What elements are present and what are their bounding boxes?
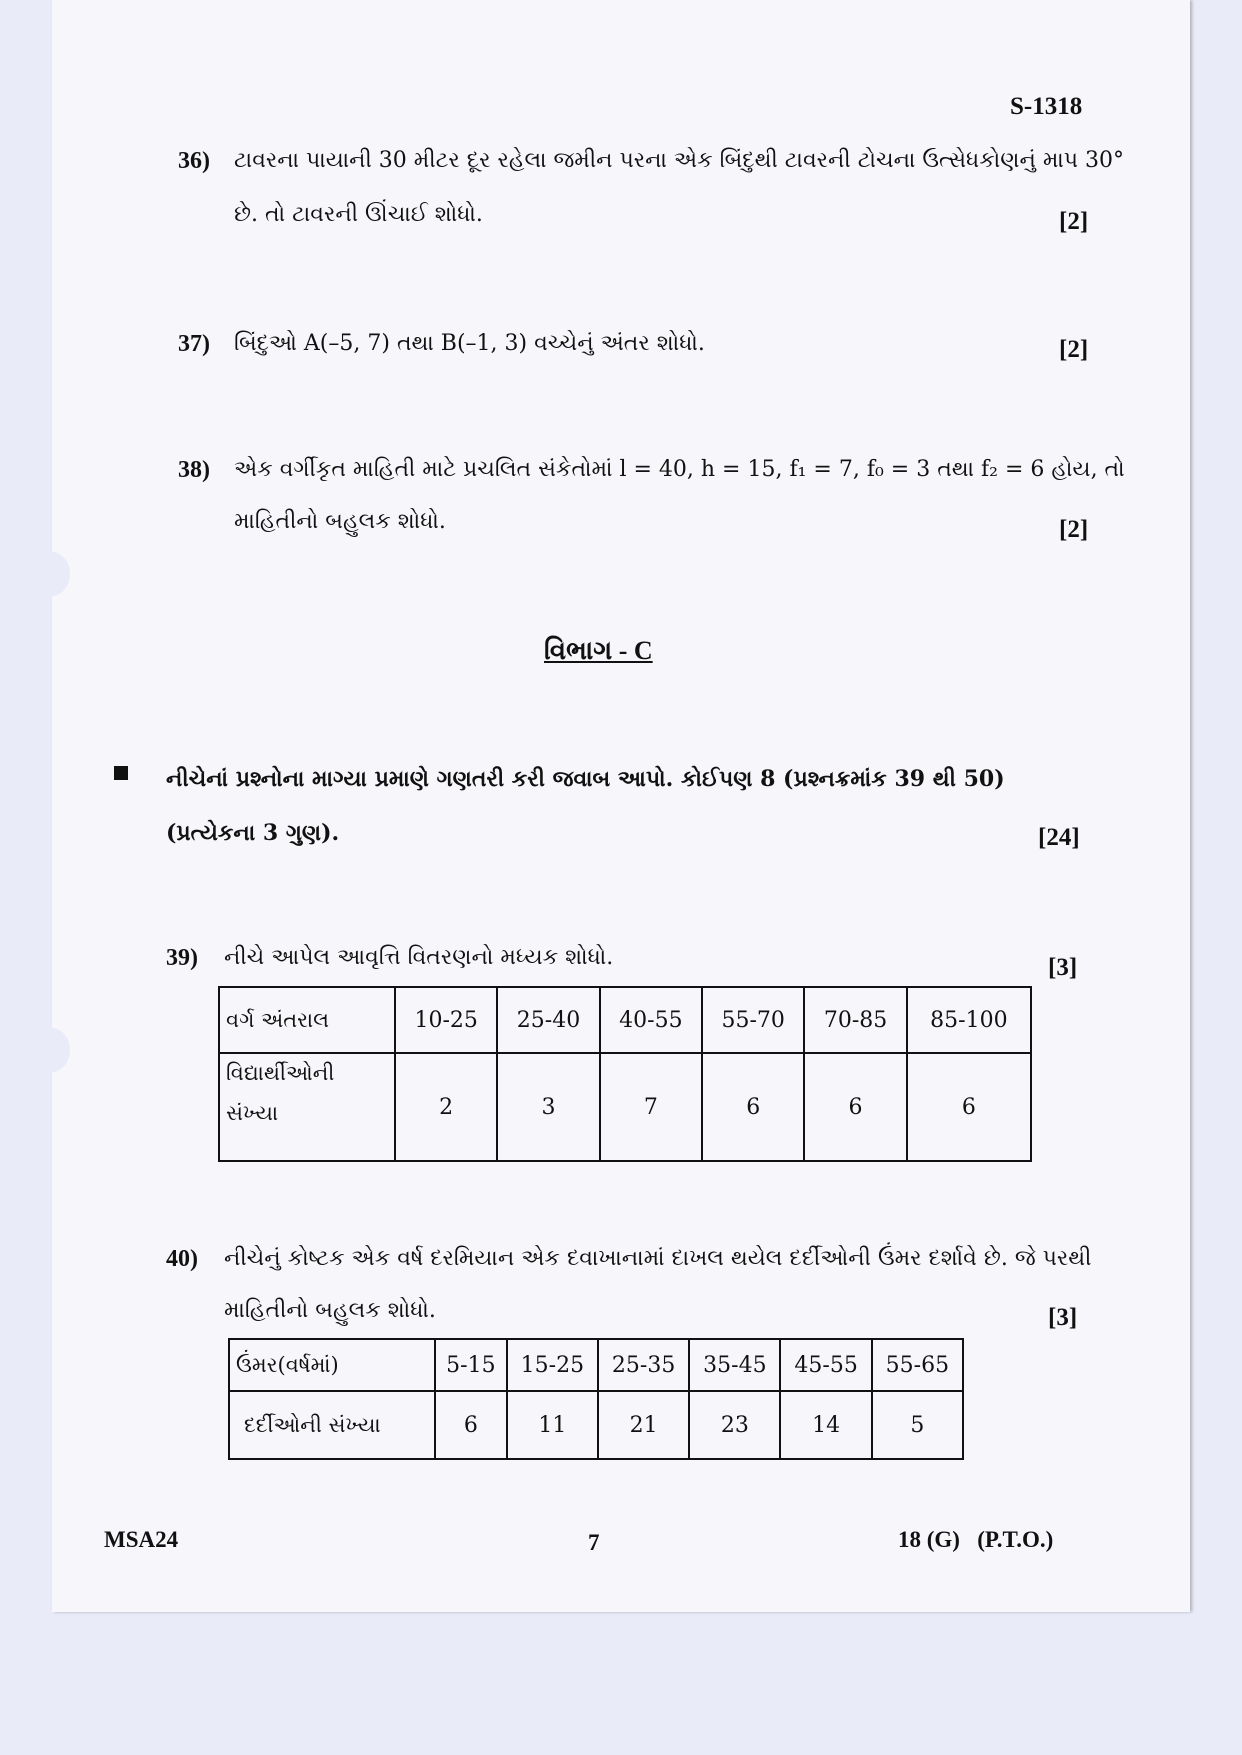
question-number: 39)	[166, 945, 198, 971]
question-marks: [2]	[1059, 336, 1089, 363]
frequency-cell: 6	[804, 1053, 906, 1161]
page-number: 7	[588, 1530, 600, 1555]
patient-count-cell: 6	[435, 1391, 507, 1459]
question-number: 37)	[178, 331, 210, 357]
question-text: છે. તો ટાવરની ઊંચાઈ શોધો.	[234, 202, 483, 227]
question-marks: [3]	[1048, 1304, 1078, 1331]
row-label: વર્ગ અંતરાલ	[219, 987, 395, 1053]
question-text: માહિતીનો બહુલક શોધો.	[224, 1298, 436, 1323]
frequency-cell: 7	[600, 1053, 702, 1161]
class-interval-cell: 70-85	[804, 987, 906, 1053]
class-interval-cell: 40-55	[600, 987, 702, 1053]
question-text: નીચે આપેલ આવૃત્તિ વિતરણનો મધ્યક શોધો.	[224, 945, 614, 970]
row-label	[219, 1053, 395, 1161]
age-class-cell: 45-55	[780, 1339, 871, 1391]
question-marks: [3]	[1048, 954, 1078, 981]
question-number: 36)	[178, 148, 210, 174]
patient-count-cell: 14	[780, 1391, 871, 1459]
patient-count-cell: 5	[872, 1391, 963, 1459]
age-class-cell: 55-65	[872, 1339, 963, 1391]
question-marks: [2]	[1059, 208, 1089, 235]
age-class-cell: 15-25	[507, 1339, 598, 1391]
instruction-text: નીચેનાં પ્રશ્નોના માગ્યા પ્રમાણે ગણતરી કરી જવાબ આપો. કોઈપણ 8 (પ્રશ્નક્રમાંક 39 થી 50)	[166, 766, 1005, 792]
question-text: એક વર્ગીકૃત માહિતી માટે પ્રચલિત સંકેતોમાં l = 40, h = 15, f₁ = 7, f₀ = 3 તથા f₂ = 6 હોય, તો	[234, 457, 1125, 482]
frequency-cell: 3	[497, 1053, 599, 1161]
class-interval-cell: 55-70	[702, 987, 804, 1053]
row-label-line: સંખ્યા	[226, 1100, 279, 1125]
exam-page	[52, 0, 1190, 1612]
patient-count-cell: 21	[598, 1391, 689, 1459]
question-number: 40)	[166, 1246, 198, 1272]
question-marks: [2]	[1059, 516, 1089, 543]
question-text: ટાવરના પાયાની 30 મીટર દૂર રહેલા જમીન પરના એક બિંદુથી ટાવરની ટોચના ઉત્સેધકોણનું માપ 30°	[234, 148, 1125, 173]
row-label: ઉંમર(વર્ષમાં)	[229, 1339, 435, 1391]
paper-code: S-1318	[1010, 93, 1083, 120]
question-number: 38)	[178, 457, 210, 483]
patient-age-table	[228, 1338, 964, 1460]
instruction-marks: [24]	[1038, 824, 1080, 851]
class-interval-cell: 85-100	[907, 987, 1031, 1053]
punch-hole	[34, 1028, 70, 1072]
instruction-text: (પ્રત્યેકના 3 ગુણ).	[166, 820, 340, 846]
row-label: દર્દીઓની સંખ્યા	[229, 1391, 435, 1459]
bullet-icon	[114, 766, 128, 780]
frequency-table	[218, 986, 1032, 1162]
punch-hole	[34, 552, 70, 596]
question-text: નીચેનું કોષ્ટક એક વર્ષ દરમિયાન એક દવાખાનામાં દાખલ થયેલ દર્દીઓની ઉંમર દર્શાવે છે. જે પરથી	[224, 1246, 1092, 1271]
question-text: બિંદુઓ A(–5, 7) તથા B(–1, 3) વચ્ચેનું અંતર શોધો.	[234, 331, 705, 356]
frequency-cell: 2	[395, 1053, 497, 1161]
frequency-cell: 6	[907, 1053, 1031, 1161]
class-interval-cell: 25-40	[497, 987, 599, 1053]
row-label-line: વિદ્યાર્થીઓની	[226, 1061, 335, 1085]
age-class-cell: 5-15	[435, 1339, 507, 1391]
section-title: વિભાગ - C	[544, 636, 653, 665]
question-text: માહિતીનો બહુલક શોધો.	[234, 509, 446, 534]
footer-pto: 18 (G) (P.T.O.)	[898, 1527, 1054, 1552]
patient-count-cell: 11	[507, 1391, 598, 1459]
footer-code: MSA24	[104, 1527, 179, 1552]
age-class-cell: 35-45	[689, 1339, 780, 1391]
age-class-cell: 25-35	[598, 1339, 689, 1391]
patient-count-cell: 23	[689, 1391, 780, 1459]
frequency-cell: 6	[702, 1053, 804, 1161]
class-interval-cell: 10-25	[395, 987, 497, 1053]
